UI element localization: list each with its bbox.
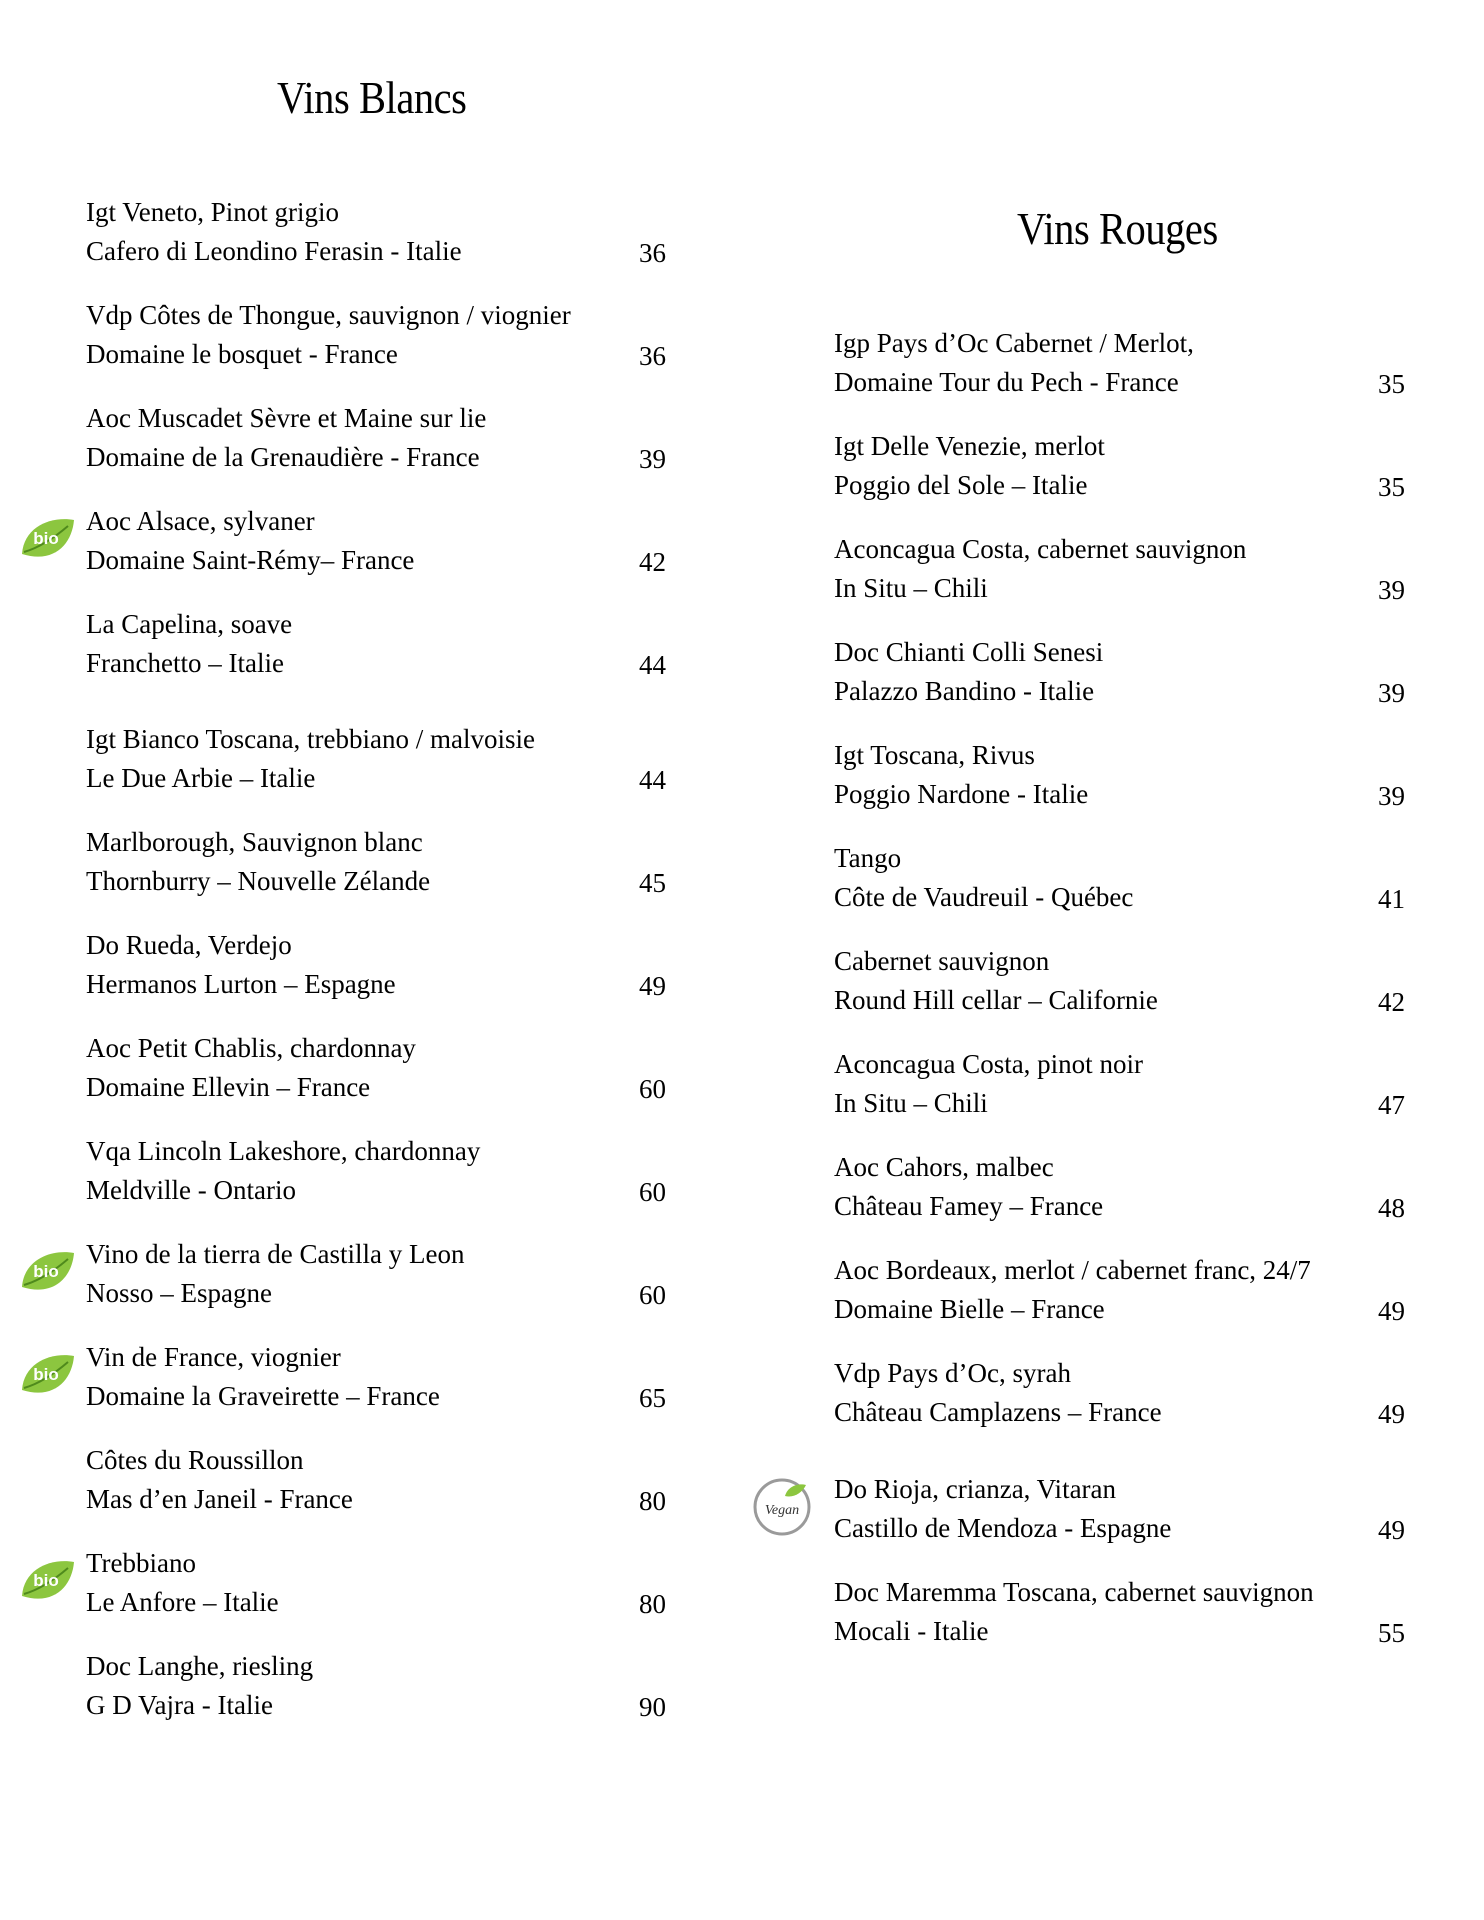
wine-price: 49 bbox=[1378, 1515, 1405, 1545]
red-wine-entry bbox=[834, 1470, 1405, 1550]
white-wines-title: Vins Blancs bbox=[277, 72, 467, 123]
wine-producer: In Situ – Chili bbox=[834, 573, 988, 603]
red-wine-entry bbox=[834, 1573, 1405, 1653]
white-wine-entry bbox=[86, 1441, 666, 1521]
wine-price: 49 bbox=[639, 971, 666, 1001]
wine-producer: Meldville - Ontario bbox=[86, 1175, 296, 1205]
bio-leaf-icon bbox=[18, 508, 78, 568]
wine-price: 39 bbox=[1378, 575, 1405, 605]
white-wine-entry bbox=[86, 1647, 666, 1727]
wine-producer: Franchetto – Italie bbox=[86, 648, 284, 678]
wine-name: Igt Veneto, Pinot grigio bbox=[86, 197, 339, 227]
wine-price: 39 bbox=[639, 444, 666, 474]
wine-producer: Domaine le bosquet - France bbox=[86, 339, 398, 369]
wine-price: 39 bbox=[1378, 781, 1405, 811]
red-wine-entry bbox=[834, 839, 1405, 919]
vegan-badge-label: Vegan bbox=[764, 1503, 800, 1518]
wine-producer: Mocali - Italie bbox=[834, 1616, 989, 1646]
wine-name: Doc Chianti Colli Senesi bbox=[834, 637, 1104, 667]
red-wine-entry bbox=[834, 324, 1405, 404]
wine-name: Aoc Alsace, sylvaner bbox=[86, 506, 315, 536]
wine-producer: Domaine Tour du Pech - France bbox=[834, 367, 1179, 397]
wine-price: 42 bbox=[1378, 987, 1405, 1017]
wine-price: 65 bbox=[639, 1383, 666, 1413]
wine-name: Igt Bianco Toscana, trebbiano / malvoisie bbox=[86, 724, 535, 754]
wine-name: Aconcagua Costa, cabernet sauvignon bbox=[834, 534, 1247, 564]
wine-producer: Mas d’en Janeil - France bbox=[86, 1484, 353, 1514]
wine-name: Igp Pays d’Oc Cabernet / Merlot, bbox=[834, 328, 1194, 358]
wine-name: Aoc Petit Chablis, chardonnay bbox=[86, 1033, 416, 1063]
wine-name: Aoc Muscadet Sèvre et Maine sur lie bbox=[86, 403, 487, 433]
wine-name: Do Rioja, crianza, Vitaran bbox=[834, 1474, 1117, 1504]
wine-producer: Le Due Arbie – Italie bbox=[86, 763, 316, 793]
wine-price: 48 bbox=[1378, 1193, 1405, 1223]
bio-leaf-icon bbox=[18, 1550, 78, 1610]
wine-name: Do Rueda, Verdejo bbox=[86, 930, 292, 960]
wine-producer: Domaine Saint-Rémy– France bbox=[86, 545, 415, 575]
wine-producer: Domaine Ellevin – France bbox=[86, 1072, 371, 1102]
wine-producer: Château Camplazens – France bbox=[834, 1397, 1162, 1427]
white-wine-entry bbox=[86, 1235, 666, 1315]
white-wine-entry bbox=[86, 720, 666, 800]
wine-producer: Domaine Bielle – France bbox=[834, 1294, 1105, 1324]
wine-name: Vdp Côtes de Thongue, sauvignon / viognier bbox=[86, 300, 571, 330]
wine-price: 49 bbox=[1378, 1399, 1405, 1429]
wine-price: 80 bbox=[639, 1589, 666, 1619]
red-wine-entry bbox=[834, 1251, 1405, 1331]
wine-producer: Round Hill cellar – Californie bbox=[834, 985, 1158, 1015]
red-wine-entry bbox=[834, 1148, 1405, 1228]
wine-price: 44 bbox=[639, 765, 666, 795]
wine-producer: In Situ – Chili bbox=[834, 1088, 988, 1118]
bio-badge-label: bio bbox=[33, 529, 59, 548]
wine-price: 60 bbox=[639, 1177, 666, 1207]
bio-badge-label: bio bbox=[33, 1571, 59, 1590]
wine-name: Trebbiano bbox=[86, 1548, 197, 1578]
white-wine-entry bbox=[86, 502, 666, 582]
white-wine-entry bbox=[86, 926, 666, 1006]
wine-price: 35 bbox=[1378, 369, 1405, 399]
wine-price: 49 bbox=[1378, 1296, 1405, 1326]
wine-producer: Le Anfore – Italie bbox=[86, 1587, 279, 1617]
white-wine-entry bbox=[86, 605, 666, 685]
wine-price: 60 bbox=[639, 1280, 666, 1310]
wine-name: Aoc Bordeaux, merlot / cabernet franc, 24/7 bbox=[834, 1255, 1311, 1285]
wine-price: 45 bbox=[639, 868, 666, 898]
wine-name: Tango bbox=[834, 843, 902, 873]
wine-name: Cabernet sauvignon bbox=[834, 946, 1050, 976]
vegan-leaf-icon bbox=[752, 1476, 812, 1536]
wine-producer: Palazzo Bandino - Italie bbox=[834, 676, 1095, 706]
red-wine-entry bbox=[834, 1045, 1405, 1125]
red-wine-entry bbox=[834, 1354, 1405, 1434]
wine-price: 80 bbox=[639, 1486, 666, 1516]
white-wine-entry bbox=[86, 1544, 666, 1624]
wine-price: 36 bbox=[639, 238, 666, 268]
white-wine-entry bbox=[86, 296, 666, 376]
wine-price: 35 bbox=[1378, 472, 1405, 502]
white-wine-entry bbox=[86, 1338, 666, 1418]
wine-producer: Thornburry – Nouvelle Zélande bbox=[86, 866, 431, 896]
wine-name: Doc Langhe, riesling bbox=[86, 1651, 314, 1681]
red-wine-entry bbox=[834, 736, 1405, 816]
white-wine-entry bbox=[86, 1132, 666, 1212]
wine-producer: Castillo de Mendoza - Espagne bbox=[834, 1513, 1172, 1543]
wine-price: 90 bbox=[639, 1692, 666, 1722]
white-wine-entry bbox=[86, 823, 666, 903]
wine-producer: Poggio Nardone - Italie bbox=[834, 779, 1089, 809]
wine-name: Aconcagua Costa, pinot noir bbox=[834, 1049, 1143, 1079]
wine-name: Vqa Lincoln Lakeshore, chardonnay bbox=[86, 1136, 481, 1166]
red-wine-entry bbox=[834, 633, 1405, 713]
bio-leaf-icon bbox=[18, 1241, 78, 1301]
white-wine-entry bbox=[86, 193, 666, 273]
wine-name: Marlborough, Sauvignon blanc bbox=[86, 827, 423, 857]
wine-producer: Cafero di Leondino Ferasin - Italie bbox=[86, 236, 462, 266]
wine-producer: Hermanos Lurton – Espagne bbox=[86, 969, 396, 999]
wine-price: 41 bbox=[1378, 884, 1405, 914]
white-wine-entry bbox=[86, 399, 666, 479]
wine-name: Igt Delle Venezie, merlot bbox=[834, 431, 1105, 461]
wine-producer: Poggio del Sole – Italie bbox=[834, 470, 1088, 500]
wine-price: 39 bbox=[1378, 678, 1405, 708]
wine-price: 36 bbox=[639, 341, 666, 371]
wine-producer: Domaine la Graveirette – France bbox=[86, 1381, 440, 1411]
red-wine-entry bbox=[834, 427, 1405, 507]
white-wine-entry bbox=[86, 1029, 666, 1109]
wine-name: Doc Maremma Toscana, cabernet sauvignon bbox=[834, 1577, 1314, 1607]
wine-producer: Château Famey – France bbox=[834, 1191, 1104, 1221]
wine-producer: Domaine de la Grenaudière - France bbox=[86, 442, 480, 472]
bio-badge-label: bio bbox=[33, 1365, 59, 1384]
wine-name: Vino de la tierra de Castilla y Leon bbox=[86, 1239, 465, 1269]
bio-badge-label: bio bbox=[33, 1262, 59, 1281]
red-wines-title: Vins Rouges bbox=[1017, 203, 1218, 254]
wine-name: Igt Toscana, Rivus bbox=[834, 740, 1035, 770]
wine-price: 42 bbox=[639, 547, 666, 577]
wine-price: 60 bbox=[639, 1074, 666, 1104]
wine-price: 47 bbox=[1378, 1090, 1405, 1120]
red-wine-entry bbox=[834, 942, 1405, 1022]
wine-price: 44 bbox=[639, 650, 666, 680]
bio-leaf-icon bbox=[18, 1344, 78, 1404]
wine-name: La Capelina, soave bbox=[86, 609, 293, 639]
wine-name: Aoc Cahors, malbec bbox=[834, 1152, 1054, 1182]
wine-producer: Côte de Vaudreuil - Québec bbox=[834, 882, 1134, 912]
red-wine-entry bbox=[834, 530, 1405, 610]
wine-name: Vdp Pays d’Oc, syrah bbox=[834, 1358, 1071, 1388]
wine-name: Côtes du Roussillon bbox=[86, 1445, 304, 1475]
wine-producer: Nosso – Espagne bbox=[86, 1278, 272, 1308]
wine-producer: G D Vajra - Italie bbox=[86, 1690, 273, 1720]
wine-price: 55 bbox=[1378, 1618, 1405, 1648]
wine-name: Vin de France, viognier bbox=[86, 1342, 341, 1372]
